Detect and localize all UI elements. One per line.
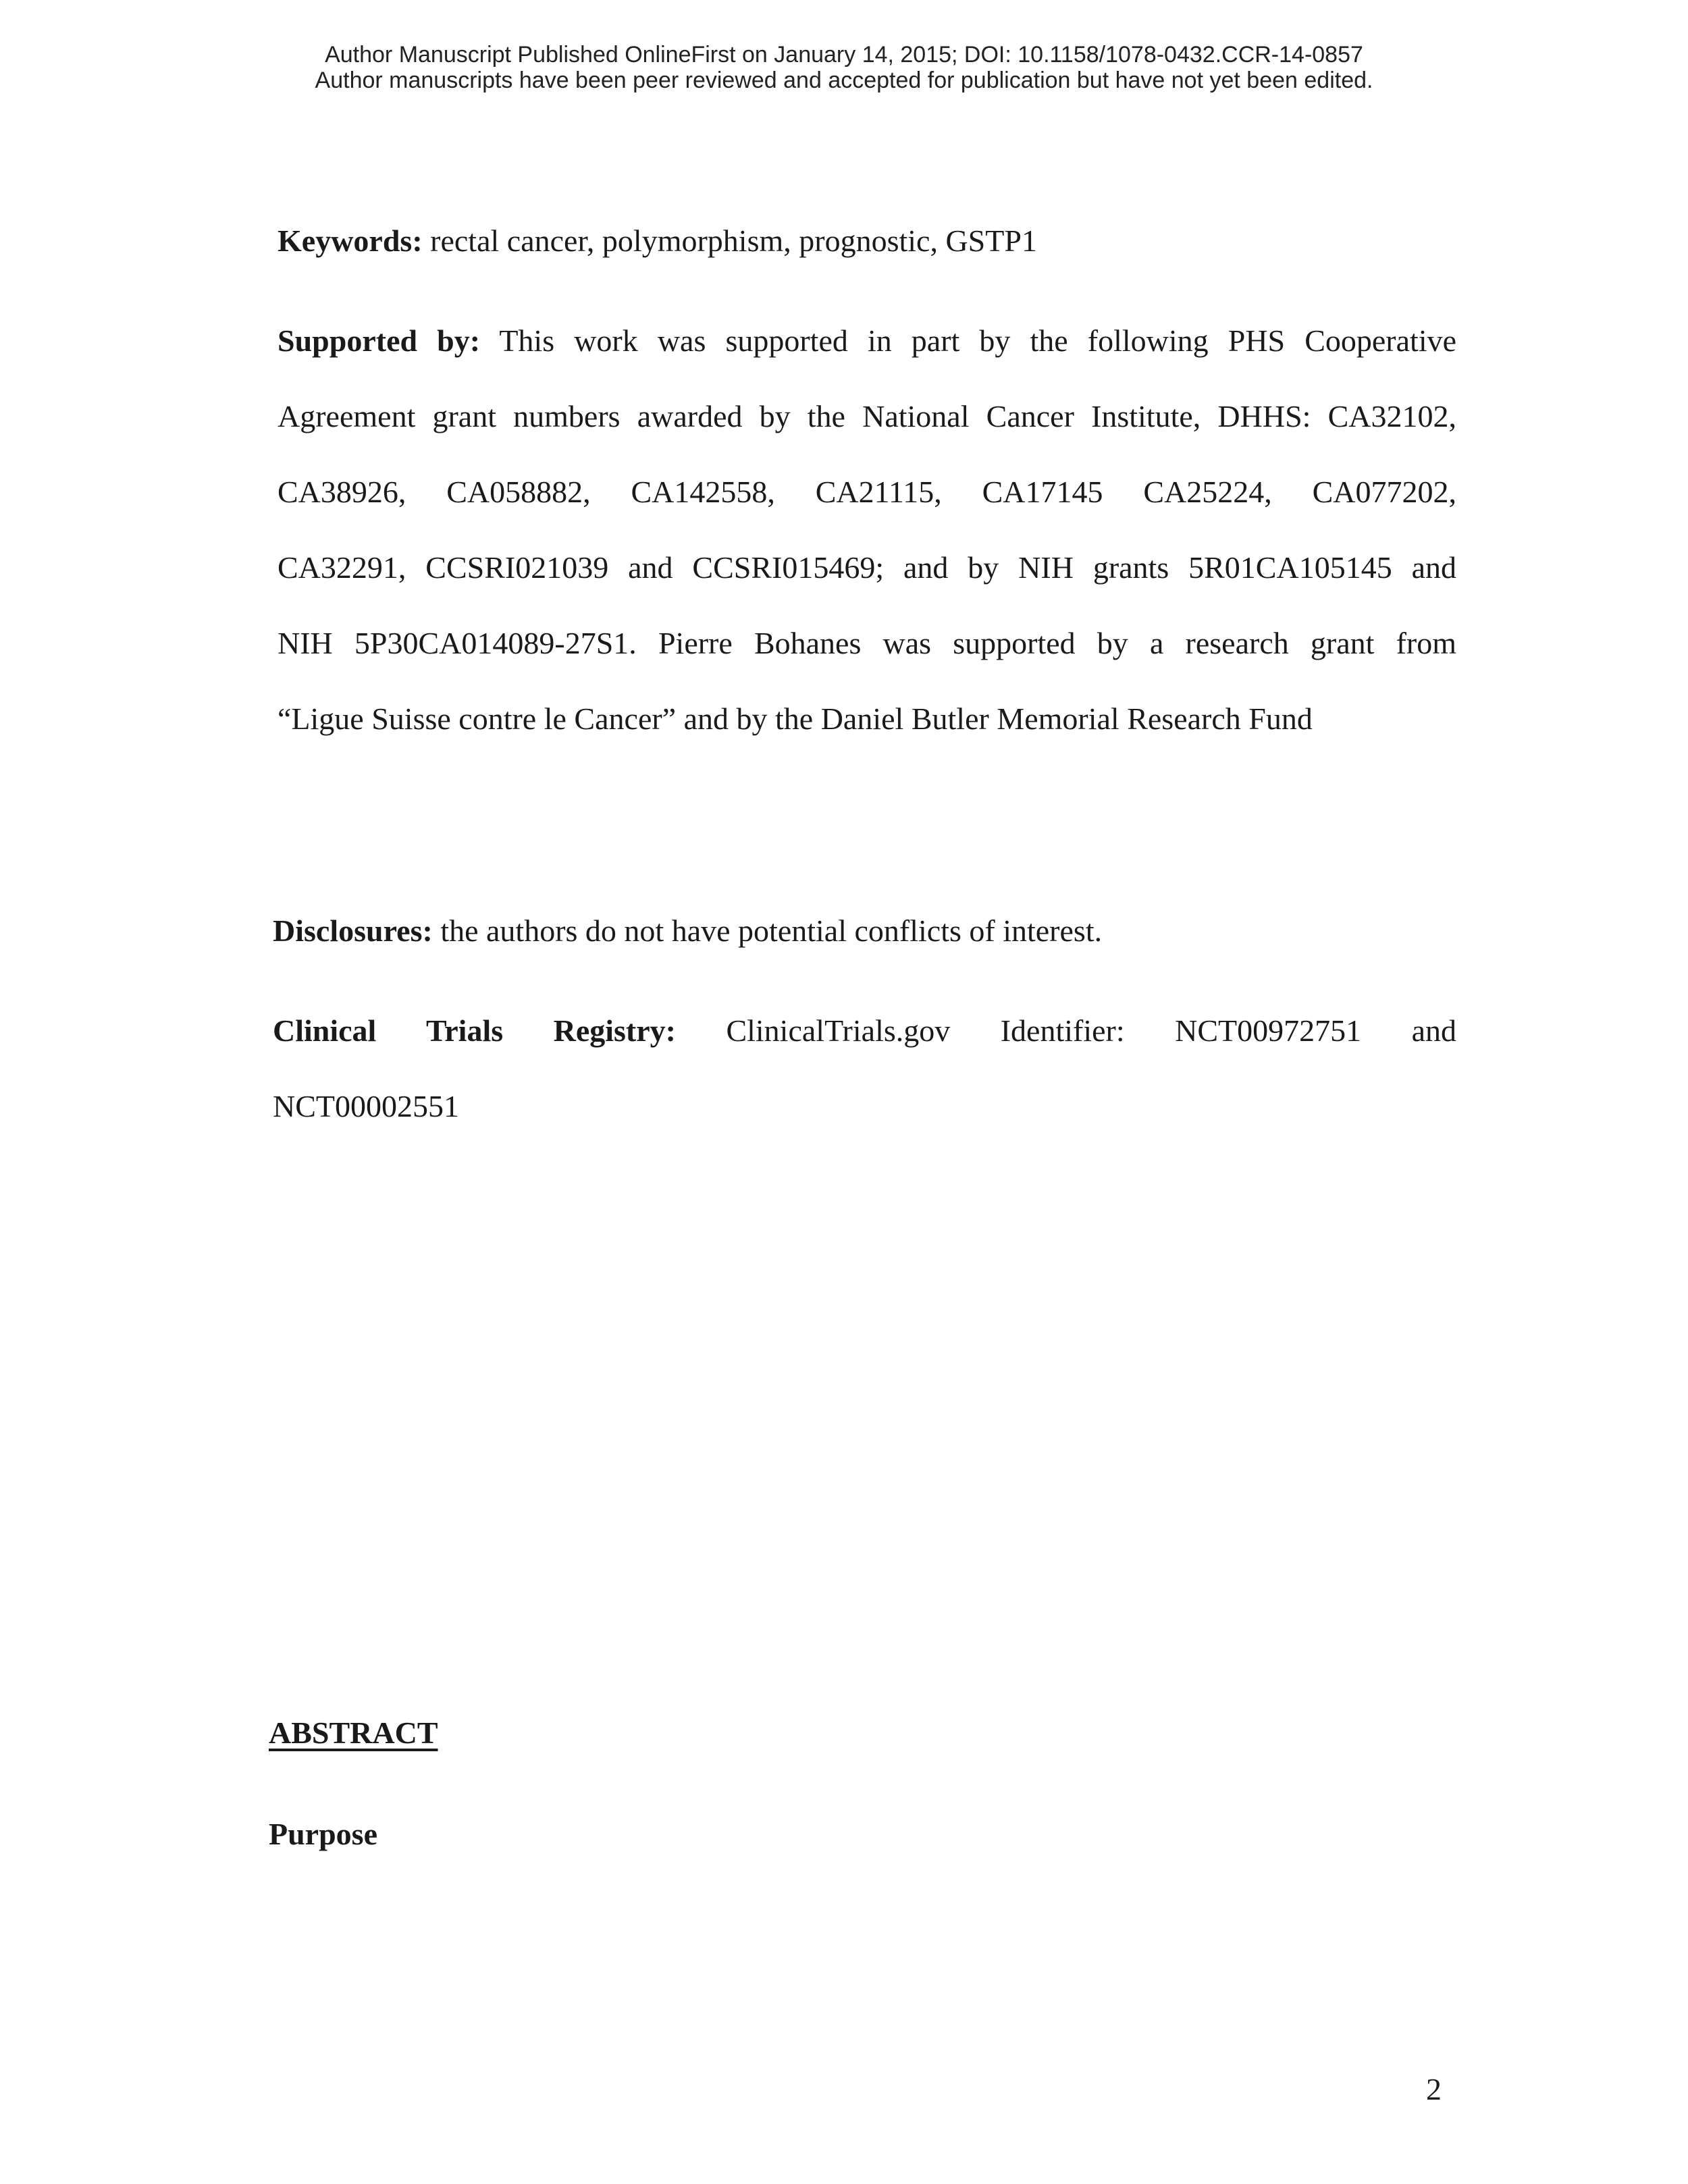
supported-by-line-2: Agreement grant numbers awarded by the National Cancer Institute, DHHS: CA32102,: [278, 399, 1456, 433]
supported-by-text: This work was supported in part by the following PHS Cooperative: [499, 323, 1457, 358]
supported-by-line-3: CA38926, CA058882, CA142558, CA21115, CA17145 CA25224, CA077202,: [278, 475, 1456, 509]
abstract-heading: ABSTRACT: [269, 1715, 438, 1750]
clinical-trials-label: Clinical Trials Registry:: [273, 1013, 676, 1048]
clinical-trials-identifier: ClinicalTrials.gov Identifier: NCT00972751 and: [726, 1013, 1456, 1048]
supported-by-label: Supported by:: [278, 323, 481, 358]
purpose-heading: Purpose: [269, 1817, 377, 1851]
disclosures-line: [273, 913, 1102, 949]
clinical-trials-line-1: [273, 1013, 1456, 1048]
page-number: 2: [1426, 2072, 1442, 2106]
keywords-line: [278, 223, 1037, 259]
supported-by-line-6: “Ligue Suisse contre le Cancer” and by the Daniel Butler Memorial Research Fund: [278, 701, 1313, 736]
manuscript-banner: [0, 42, 1688, 93]
supported-by-line-1: [278, 323, 1456, 358]
keywords-text: rectal cancer, polymorphism, prognostic, GSTP1: [430, 223, 1037, 258]
disclosures-text: the authors do not have potential conflicts of interest.: [440, 913, 1103, 948]
disclosures-label: Disclosures:: [273, 913, 433, 948]
keywords-label: Keywords:: [278, 223, 423, 258]
banner-line-1: Author Manuscript Published OnlineFirst on January 14, 2015; DOI: 10.1158/1078-0432.CCR-14-0857: [325, 42, 1363, 68]
supported-by-line-4: CA32291, CCSRI021039 and CCSRI015469; and by NIH grants 5R01CA105145 and: [278, 550, 1456, 585]
supported-by-line-5: NIH 5P30CA014089-27S1. Pierre Bohanes was supported by a research grant from: [278, 626, 1456, 660]
banner-line-2: Author manuscripts have been peer reviewed and accepted for publication but have not yet been edited.: [315, 68, 1373, 93]
clinical-trials-line-2: NCT00002551: [273, 1089, 459, 1123]
